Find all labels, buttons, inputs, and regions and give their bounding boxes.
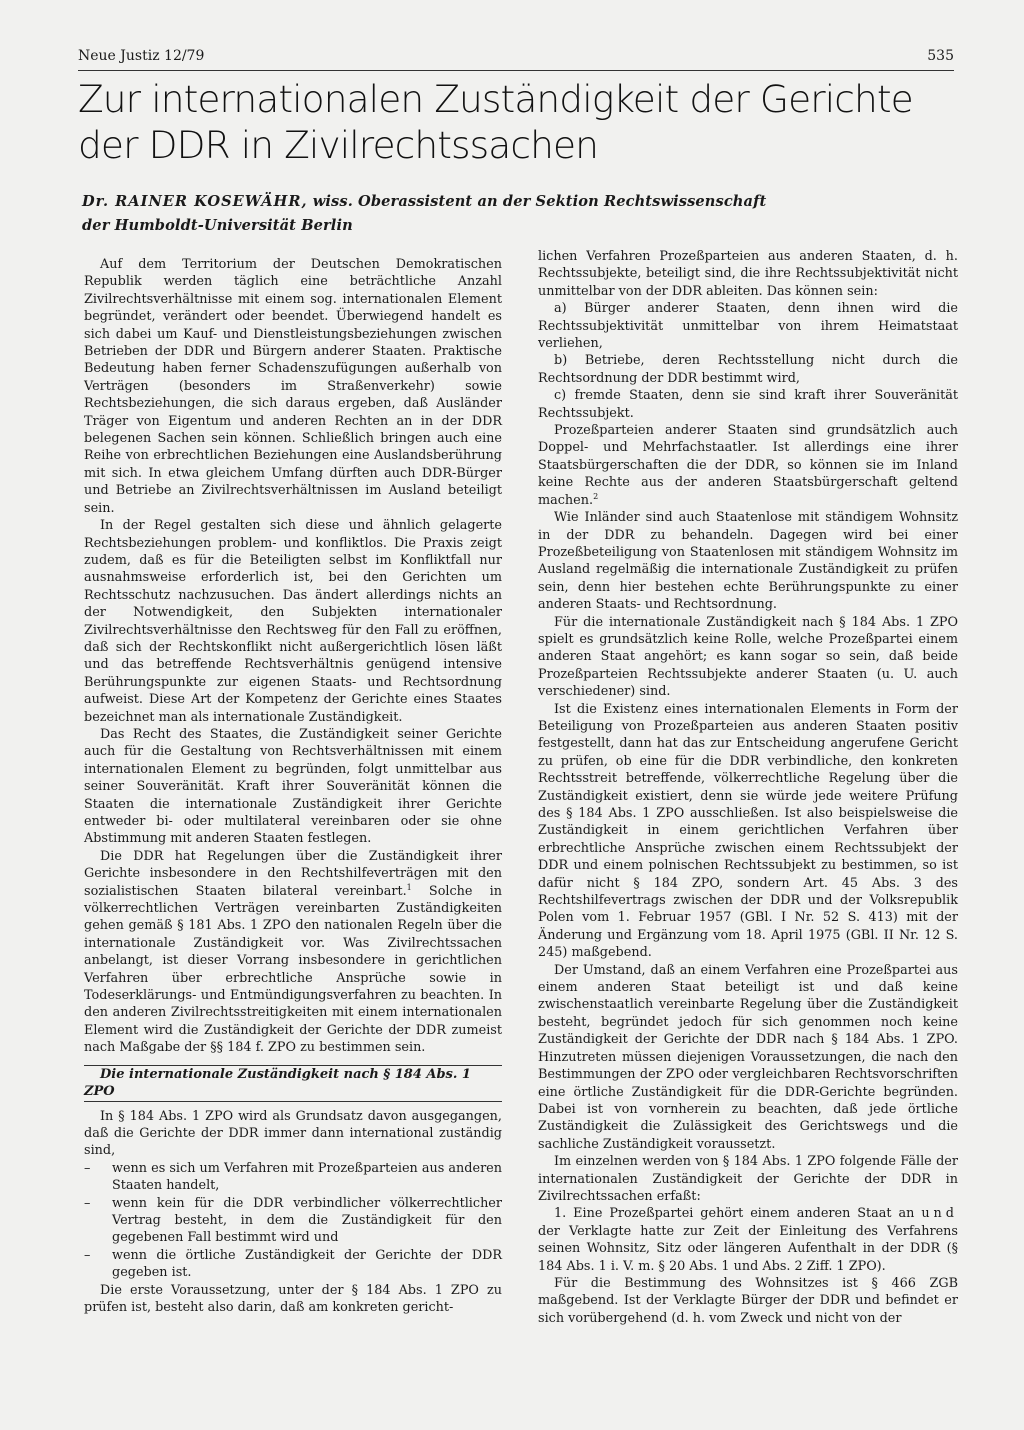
paragraph-text: Solche in völkerrechtlichen Verträgen vereinbarten Zuständigkeiten gehen gemäß § 181 Abs. 1 ZPO den nationalen Regeln über die internationale Zuständigkeit vor. Was Zivilrechtssachen anbelangt, ist dieser Vorrang insbesondere in gerichtlichen Verfahren über erbrechtliche Ansprüche sowie in Todeserklärungs- und Entmündigungsverfahren zu beachten. In den anderen Zivilrechtsstreitigkeiten mit einem internationalen Element wird die Zuständigkeit der Gerichte der DDR zumeist nach Maßgabe der §§ 184 f. ZPO zu bestimmen sein. [84, 883, 502, 1056]
dash-bullet: – [84, 1160, 91, 1176]
paragraph-text: Die DDR hat Regelungen über die Zuständigkeit ihrer Gerichte insbesondere in den Rechtshilfeverträgen mit den sozialistischen Staaten bilateral vereinbart. [84, 848, 502, 899]
list-item-text: wenn kein für die DDR verbindlicher völkerrechtlicher Vertrag besteht, in dem die Zuständigkeit für den gegebenen Fall bestimmt wird und [112, 1195, 502, 1246]
list-item-text: wenn es sich um Verfahren mit Prozeßparteien aus anderen Staaten handelt, [112, 1160, 502, 1194]
list-item [84, 1160, 502, 1195]
byline [82, 190, 942, 238]
author-affiliation-line-2: der Humboldt-Universität Berlin [82, 217, 353, 234]
condition-list [84, 1160, 502, 1282]
section-rule [84, 1101, 502, 1102]
list-item-text: wenn die örtliche Zuständigkeit der Gerichte der DDR gegeben ist. [112, 1247, 502, 1281]
section-heading: Die internationale Zuständigkeit nach § 184 Abs. 1 ZPO [84, 1066, 471, 1100]
footnote-marker: 2 [593, 491, 599, 501]
journal-issue: Neue Justiz 12/79 [78, 48, 205, 64]
paragraph [538, 422, 958, 509]
dash-bullet: – [84, 1195, 91, 1211]
paragraph: Im einzelnen werden von § 184 Abs. 1 ZPO folgende Fälle der internationalen Zuständigkeit der Gerichte der DDR in Zivilrechtssachen erfaßt: [538, 1154, 958, 1204]
paragraph-text: der Verklagte hatte zur Zeit der Einleitung des Verfahrens seinen Wohnsitz, Sitz oder längeren Aufenthalt in der DDR (§ 184 Abs. 1 i. V. m. § 20 Abs. 1 und Abs. 2 Ziff. 1 ZPO). [538, 1223, 958, 1274]
paragraph [84, 848, 502, 1057]
author-affiliation-line-1: wiss. Oberassistent an der Sektion Rechtswissenschaft [312, 193, 767, 210]
paragraph: Ist die Existenz eines internationalen Elements in Form der Beteiligung von Prozeßparteien aus anderen Staaten positiv festgestellt, dann hat das zur Entscheidung angerufene Gericht zu prüfen, ob eine für die DDR verbindliche, den konkreten Rechtsstreit betreffende, völkerrechtliche Regelung über die Zuständigkeit existiert, denn sie würde jede weitere Prüfung des § 184 Abs. 1 ZPO ausschließen. Ist also beispielsweise die Zuständigkeit in einem gerichtlichen Verfahren über erbrechtliche Ansprüche zwischen einem Rechtssubjekt der DDR und einem polnischen Rechtssubjekt zu bestimmen, so ist dafür nicht § 184 ZPO, sondern Art. 45 Abs. 3 des Rechtshilfevertrags zwischen der DDR und der Volksrepublik Polen vom 1. Februar 1957 (GBl. I Nr. 52 S. 413) mit der Änderung und Ergänzung vom 18. April 1975 (GBl. II Nr. 12 S. 245) maßgebend. [538, 701, 958, 961]
paragraph-text: 1. Eine Prozeßpartei gehört einem anderen Staat an [554, 1206, 922, 1222]
footnote-marker: 1 [406, 882, 412, 892]
paragraph: In der Regel gestalten sich diese und ähnlich gelagerte Rechtsbeziehungen problem- und konfliktlos. Die Praxis zeigt zudem, daß es für die Beteiligten selbst im Konfliktfall nur ausnahmsweise erforderlich ist, bei den Gerichten um Rechtsschutz nachzusuchen. Das ändert allerdings nichts an der Notwendigkeit, den Subjekten internationaler Zivilrechtsverhältnisse den Rechtsweg für den Fall zu eröffnen, daß sich der Rechtskonflikt nicht außergerichtlich lösen läßt und das betreffende Rechtsverhältnis genügend intensive Berührungspunkte zur eigenen Staats- und Rechtsordnung aufweist. Diese Art der Kompetenz der Gerichte eines Staates bezeichnet man als internationale Zuständigkeit. [84, 518, 502, 725]
header-rule [78, 70, 954, 71]
paragraph: Der Umstand, daß an einem Verfahren eine Prozeßpartei aus einem anderen Staat beteiligt ist und daß keine zwischenstaatlich vereinbarte Regelung über die Zuständigkeit besteht, begründet jedoch für sich genommen noch keine Zuständigkeit der Gerichte der DDR nach § 184 Abs. 1 ZPO. Hinzutreten müssen diejenigen Voraussetzungen, die nach den Bestimmungen der ZPO oder vergleichbaren Rechtsvorschriften eine örtliche Zuständigkeit für die DDR-Gerichte begründen. Dabei ist von vornherein zu beachten, daß jede örtliche Zuständigkeit die Zulässigkeit des Gerichtswegs und die sachliche Zuständigkeit voraussetzt. [538, 962, 958, 1152]
list-item: a) Bürger anderer Staaten, denn ihnen wird die Rechtssubjektivität unmittelbar von ihrem Heimatstaat verliehen, [538, 301, 958, 352]
paragraph: Die erste Voraussetzung, unter der § 184 Abs. 1 ZPO zu prüfen ist, besteht also darin, daß am konkreten gericht- [84, 1282, 502, 1315]
list-item: c) fremde Staaten, denn sie sind kraft ihrer Souveränität Rechtssubjekt. [538, 388, 958, 421]
list-item [84, 1195, 502, 1247]
dash-bullet: – [84, 1247, 91, 1263]
paragraph: Für die internationale Zuständigkeit nach § 184 Abs. 1 ZPO spielt es grundsätzlich keine Rolle, welche Prozeßpartei einem anderen Staat angehört; es kann sogar so sein, daß beide Prozeßparteien Rechtssubjekte anderer Staaten (u. U. auch verschiedener) sind. [538, 614, 958, 700]
running-header [78, 48, 954, 66]
paragraph: In § 184 Abs. 1 ZPO wird als Grundsatz davon ausgegangen, daß die Gerichte der DDR immer dann international zuständig sind, [84, 1108, 502, 1159]
paragraph: Wie Inländer sind auch Staatenlose mit ständigem Wohnsitz in der DDR zu behandeln. Dagegen wird bei einer Prozeßbeteiligung von Staatenlosen mit ständigem Wohnsitz im Ausland regelmäßig die internationale Zuständigkeit zu prüfen sein, denn hier bestehen echte Berührungspunkte zu einer anderen Staats- und Rechtsordnung. [538, 510, 958, 613]
paragraph: Das Recht des Staates, die Zuständigkeit seiner Gerichte auch für die Gestaltung von Rechtsverhältnissen mit einem internationalen Element zu begründen, folgt unmittelbar aus seiner Souveränität. Kraft ihrer Souveränität können die Staaten die internationale Zuständigkeit ihrer Gerichte entweder bi- oder multilateral vereinbaren oder sie ohne Abstimmung mit anderen Staaten festlegen. [84, 726, 502, 847]
left-column [84, 256, 502, 1316]
list-item [84, 1247, 502, 1282]
paragraph: lichen Verfahren Prozeßparteien aus anderen Staaten, d. h. Rechtssubjekte, beteiligt sind, die ihre Rechtssubjektivität nicht unmittelbar von der DDR ableiten. Das können sein: [538, 249, 958, 299]
page-number: 535 [927, 48, 954, 64]
spaced-emphasis: und [921, 1206, 958, 1222]
right-column [538, 248, 958, 1327]
paragraph: Auf dem Territorium der Deutschen Demokratischen Republik werden täglich eine beträchtliche Anzahl Zivilrechtsverhältnisse mit einem sog. internationalen Element begründet, verändert oder beendet. Überwiegend handelt es sich dabei um Kauf- und Dienstleistungsbeziehungen zwischen Betrieben der DDR und Bürgern anderer Staaten. Praktische Bedeutung haben ferner Schadenszufügungen außerhalb von Verträgen (besonders im Straßenverkehr) sowie Rechtsbeziehungen, die sich daraus ergeben, daß Ausländer Träger von Eigentum und anderen Rechten an in der DDR belegenen Sachen sein können. Schließlich bringen auch eine Reihe von erbrechtlichen Beziehungen eine Auslandsberührung mit sich. In etwa gleichem Umfang dürften auch DDR-Bürger und Betriebe an Zivilrechtsverhältnissen im Ausland beteiligt sein. [84, 257, 502, 516]
article-title: Zur internationalen Zuständigkeit der Gerichte der DDR in Zivilrechtssachen [78, 77, 913, 167]
paragraph [538, 1205, 958, 1275]
list-item: b) Betriebe, deren Rechtsstellung nicht durch die Rechtsordnung der DDR bestimmt wird, [538, 353, 958, 386]
paragraph: Für die Bestimmung des Wohnsitzes ist § 466 ZGB maßgebend. Ist der Verklagte Bürger der DDR und befindet er sich vorübergehend (d. h. vom Zweck und nicht von der [538, 1275, 958, 1326]
author-name: Dr. RAINER KOSEWÄHR, [82, 193, 308, 210]
paragraph-text: Prozeßparteien anderer Staaten sind grundsätzlich auch Doppel- und Mehrfachstaatler. Ist allerdings eine ihrer Staatsbürgerschaften die der DDR, so können sie im Inland keine Rechte aus der anderen Staatsbürgerschaft geltend machen. [538, 423, 958, 508]
